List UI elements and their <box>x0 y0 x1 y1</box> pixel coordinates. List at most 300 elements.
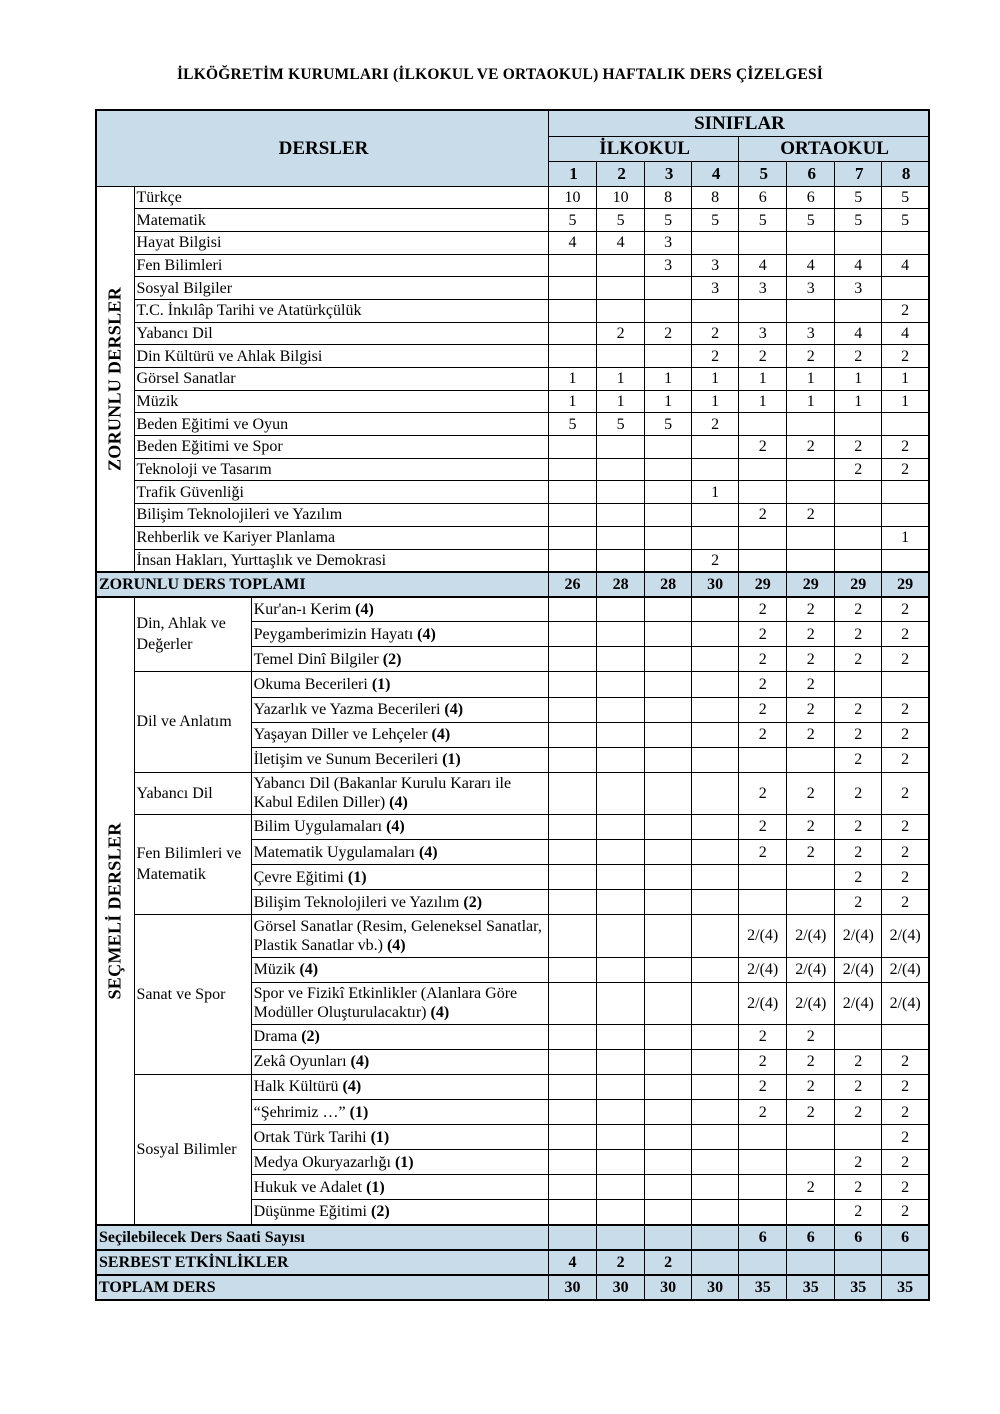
grade-value <box>597 747 645 772</box>
compulsory-course-row <box>96 322 929 345</box>
grade-value: 2 <box>882 597 929 622</box>
grade-value <box>549 1100 597 1125</box>
elective-course-name <box>251 1024 548 1049</box>
grade-value <box>597 597 645 622</box>
summary-value: 4 <box>549 1250 597 1275</box>
grade-value <box>787 299 835 322</box>
summary-value: 35 <box>882 1275 929 1300</box>
grade-value: 2/(4) <box>835 982 882 1024</box>
grade-value <box>692 672 739 698</box>
compulsory-course-row <box>96 277 929 300</box>
grade-value <box>645 1074 692 1100</box>
grade-value <box>645 915 692 958</box>
grade-value: 2 <box>835 814 882 840</box>
course-name: Trafik Güvenliği <box>134 481 548 504</box>
grade-value <box>692 840 739 865</box>
grade-value <box>645 1125 692 1150</box>
grade-value: 2 <box>882 697 929 722</box>
grade-value: 1 <box>645 368 692 391</box>
grade-value: 2 <box>787 697 835 722</box>
grade-value <box>549 814 597 840</box>
grade-value: 2 <box>597 322 645 345</box>
grade-value <box>787 1150 835 1175</box>
course-name: Yabancı Dil <box>134 322 548 345</box>
elective-course-title: İletişim ve Sunum Becerileri <box>253 751 443 769</box>
summary-value <box>739 1250 787 1275</box>
elective-course-name <box>251 1175 548 1200</box>
grade-value <box>549 672 597 698</box>
grade-value <box>597 1125 645 1150</box>
summary-row <box>96 1250 929 1275</box>
grade-value <box>787 747 835 772</box>
grade-value <box>692 1200 739 1225</box>
grade-value <box>692 622 739 647</box>
grade-value: 2 <box>739 504 787 527</box>
grade-value: 2 <box>692 549 739 572</box>
grade-value: 5 <box>882 186 929 209</box>
grade-value: 2 <box>882 814 929 840</box>
grade-value: 1 <box>597 368 645 391</box>
grade-value: 1 <box>882 526 929 549</box>
grade-value: 2 <box>882 840 929 865</box>
elective-course-hours: (4) <box>430 1004 450 1022</box>
grade-value <box>549 549 597 572</box>
compulsory-course-row <box>96 209 929 232</box>
elective-course-name <box>251 622 548 647</box>
elective-course-name <box>251 747 548 772</box>
course-name: Beden Eğitimi ve Oyun <box>134 413 548 436</box>
elective-course-row <box>96 672 929 698</box>
summary-value: 30 <box>597 1275 645 1300</box>
grade-value <box>692 1049 739 1074</box>
course-name: Sosyal Bilgiler <box>134 277 548 300</box>
grade-value: 2 <box>787 840 835 865</box>
grade-value: 2/(4) <box>739 982 787 1024</box>
elective-course-hours: (4) <box>299 961 319 979</box>
summary-value <box>549 1225 597 1250</box>
grade-value: 2/(4) <box>787 982 835 1024</box>
grade-value: 2/(4) <box>882 982 929 1024</box>
grade-value: 5 <box>787 209 835 232</box>
compulsory-total-value: 28 <box>597 572 645 597</box>
grade-value <box>549 722 597 747</box>
summary-label: SERBEST ETKİNLİKLER <box>96 1250 549 1275</box>
grade-value: 2 <box>739 697 787 722</box>
page-title: İLKÖĞRETİM KURUMLARI (İLKOKUL VE ORTAOKUL) HAFTALIK DERS ÇİZELGESİ <box>176 66 824 83</box>
grade-value <box>645 672 692 698</box>
grade-value: 3 <box>692 254 739 277</box>
elective-group-label: Yabancı Dil <box>134 772 251 814</box>
grade-value <box>692 890 739 915</box>
compulsory-course-row <box>96 186 929 209</box>
grade-value <box>597 772 645 814</box>
course-name: Din Kültürü ve Ahlak Bilgisi <box>134 345 548 368</box>
grade-value: 1 <box>835 390 882 413</box>
elective-course-hours: (4) <box>417 625 436 643</box>
grade-value <box>692 772 739 814</box>
elective-course-hours: (4) <box>386 818 405 836</box>
grade-header: 7 <box>835 161 882 186</box>
summary-label: TOPLAM DERS <box>96 1275 549 1300</box>
grade-value: 5 <box>835 186 882 209</box>
grade-value <box>597 672 645 698</box>
grade-value: 2 <box>787 1049 835 1074</box>
grade-value <box>549 299 597 322</box>
grade-value <box>739 299 787 322</box>
grade-value <box>597 1074 645 1100</box>
grade-value <box>692 697 739 722</box>
grade-value <box>645 504 692 527</box>
grade-value: 4 <box>835 254 882 277</box>
summary-value <box>835 1250 882 1275</box>
elective-course-name <box>251 957 548 982</box>
course-name: Teknoloji ve Tasarım <box>134 458 548 481</box>
elective-course-row <box>96 814 929 840</box>
grade-value: 2 <box>739 814 787 840</box>
grade-value: 1 <box>882 390 929 413</box>
grade-value: 2 <box>882 345 929 368</box>
grade-value: 2 <box>835 647 882 672</box>
grade-value: 1 <box>882 368 929 391</box>
grade-value: 2 <box>882 1150 929 1175</box>
elective-course-hours: (4) <box>355 600 374 618</box>
grade-value <box>645 814 692 840</box>
grade-value <box>739 526 787 549</box>
grade-value <box>597 481 645 504</box>
grade-value <box>835 231 882 254</box>
grade-value <box>549 277 597 300</box>
grade-header: 2 <box>597 161 645 186</box>
grade-value <box>645 458 692 481</box>
grade-value: 1 <box>739 390 787 413</box>
grade-value: 2/(4) <box>787 915 835 958</box>
elective-course-title: Spor ve Fizikî Etkinlikler (Alanlara Göre Modüller Oluşturulacaktır) <box>253 985 518 1022</box>
grade-value <box>549 890 597 915</box>
grade-value <box>835 413 882 436</box>
grade-value: 1 <box>692 390 739 413</box>
compulsory-course-row <box>96 345 929 368</box>
grade-value <box>597 890 645 915</box>
grade-value <box>739 1125 787 1150</box>
grade-value: 10 <box>549 186 597 209</box>
grade-value: 2 <box>835 697 882 722</box>
grade-value <box>549 1200 597 1225</box>
compulsory-total-value: 29 <box>739 572 787 597</box>
grade-value <box>549 647 597 672</box>
grade-value <box>597 254 645 277</box>
compulsory-total-value: 29 <box>882 572 929 597</box>
grade-value <box>645 747 692 772</box>
grade-value <box>549 747 597 772</box>
summary-value <box>692 1250 739 1275</box>
grade-value <box>692 865 739 890</box>
grade-value <box>645 1200 692 1225</box>
grade-value <box>597 722 645 747</box>
grade-value <box>787 1125 835 1150</box>
elective-course-title: Kur'an-ı Kerim <box>253 600 356 618</box>
header-siniflar: SINIFLAR <box>549 110 930 136</box>
elective-course-hours: (1) <box>370 1128 390 1146</box>
compulsory-course-row <box>96 368 929 391</box>
elective-group-label: Sanat ve Spor <box>134 915 251 1075</box>
grade-value <box>597 1150 645 1175</box>
grade-value <box>645 1049 692 1074</box>
elective-course-name <box>251 772 548 814</box>
grade-value <box>787 1200 835 1225</box>
compulsory-total-label: ZORUNLU DERS TOPLAMI <box>96 572 549 597</box>
summary-value <box>692 1225 739 1250</box>
grade-value <box>549 458 597 481</box>
elective-course-title: Okuma Becerileri <box>253 675 372 693</box>
grade-value <box>692 957 739 982</box>
grade-value <box>597 697 645 722</box>
grade-value <box>835 1125 882 1150</box>
elective-course-name <box>251 1125 548 1150</box>
grade-value <box>549 1150 597 1175</box>
grade-value: 2 <box>692 345 739 368</box>
grade-value: 2 <box>739 647 787 672</box>
grade-value <box>645 1024 692 1049</box>
grade-value <box>597 840 645 865</box>
grade-value <box>739 890 787 915</box>
summary-value: 35 <box>739 1275 787 1300</box>
grade-value <box>739 865 787 890</box>
summary-value: 30 <box>645 1275 692 1300</box>
course-name: Fen Bilimleri <box>134 254 548 277</box>
grade-header: 6 <box>787 161 835 186</box>
grade-value: 1 <box>739 368 787 391</box>
summary-value: 30 <box>549 1275 597 1300</box>
grade-value <box>645 526 692 549</box>
elective-course-hours: (2) <box>382 650 402 668</box>
grade-value <box>645 865 692 890</box>
grade-value <box>882 277 929 300</box>
elective-course-title: Bilim Uygulamaları <box>253 818 387 836</box>
grade-value: 2 <box>645 322 692 345</box>
compulsory-total-value: 28 <box>645 572 692 597</box>
grade-value: 8 <box>645 186 692 209</box>
elective-group-label: Sosyal Bilimler <box>134 1074 251 1225</box>
grade-value <box>835 526 882 549</box>
course-name: Beden Eğitimi ve Spor <box>134 436 548 459</box>
elective-course-title: Halk Kültürü <box>253 1078 343 1096</box>
grade-value: 1 <box>835 368 882 391</box>
grade-value: 4 <box>597 231 645 254</box>
course-name: Matematik <box>134 209 548 232</box>
grade-value <box>597 982 645 1024</box>
grade-value <box>549 772 597 814</box>
grade-value <box>692 1175 739 1200</box>
grade-value <box>597 549 645 572</box>
grade-value: 4 <box>835 322 882 345</box>
elective-course-row <box>96 915 929 958</box>
grade-value: 2 <box>692 413 739 436</box>
elective-course-title: Görsel Sanatlar (Resim, Geleneksel Sanatlar, Plastik Sanatlar vb.) <box>253 917 542 954</box>
grade-value <box>645 436 692 459</box>
summary-value: 30 <box>692 1275 739 1300</box>
grade-value <box>882 231 929 254</box>
elective-course-hours: (1) <box>347 868 367 886</box>
grade-value <box>645 481 692 504</box>
grade-value: 2 <box>835 622 882 647</box>
grade-value <box>692 1100 739 1125</box>
compulsory-course-row <box>96 458 929 481</box>
elective-course-name <box>251 814 548 840</box>
grade-value <box>645 622 692 647</box>
grade-value <box>882 672 929 698</box>
elective-course-row <box>96 772 929 814</box>
grade-value <box>645 345 692 368</box>
grade-value <box>597 1175 645 1200</box>
grade-value: 2 <box>739 840 787 865</box>
summary-label: Seçilebilecek Ders Saati Sayısı <box>96 1225 549 1250</box>
grade-value <box>692 526 739 549</box>
grade-value: 2 <box>835 1175 882 1200</box>
grade-value: 2 <box>692 322 739 345</box>
compulsory-course-row <box>96 481 929 504</box>
grade-value: 2 <box>739 1049 787 1074</box>
grade-value: 2 <box>739 1100 787 1125</box>
grade-value <box>835 1024 882 1049</box>
compulsory-total-row <box>96 572 929 597</box>
grade-value: 2 <box>882 1125 929 1150</box>
grade-value: 2 <box>787 814 835 840</box>
compulsory-course-row <box>96 413 929 436</box>
grade-value <box>597 277 645 300</box>
grade-value: 3 <box>645 231 692 254</box>
grade-value: 2 <box>882 299 929 322</box>
grade-value: 2 <box>787 722 835 747</box>
grade-value <box>692 982 739 1024</box>
elective-course-hours: (2) <box>463 893 483 911</box>
grade-value: 2 <box>835 865 882 890</box>
elective-course-name <box>251 982 548 1024</box>
elective-course-title: Düşünme Eğitimi <box>253 1203 371 1221</box>
header-dersler: DERSLER <box>96 110 549 186</box>
grade-value: 5 <box>549 413 597 436</box>
summary-row <box>96 1275 929 1300</box>
grade-value <box>549 322 597 345</box>
grade-value: 1 <box>549 390 597 413</box>
grade-header: 3 <box>645 161 692 186</box>
grade-value: 2 <box>882 865 929 890</box>
grade-value: 2 <box>882 436 929 459</box>
grade-value: 2/(4) <box>739 957 787 982</box>
grade-value: 2 <box>787 1100 835 1125</box>
elective-course-title: Hukuk ve Adalet <box>253 1178 367 1196</box>
summary-value <box>645 1225 692 1250</box>
compulsory-total-value: 26 <box>549 572 597 597</box>
grade-value <box>739 747 787 772</box>
grade-value: 2 <box>882 458 929 481</box>
grade-value <box>692 1150 739 1175</box>
grade-value <box>549 526 597 549</box>
elective-course-title: Yazarlık ve Yazma Becerileri <box>253 701 445 719</box>
elective-group-label: Din, Ahlak ve Değerler <box>134 597 251 672</box>
grade-value: 2 <box>739 436 787 459</box>
course-name: Görsel Sanatlar <box>134 368 548 391</box>
grade-value: 1 <box>787 368 835 391</box>
grade-value <box>645 697 692 722</box>
grade-value <box>692 647 739 672</box>
compulsory-total-value: 29 <box>787 572 835 597</box>
elective-course-title: Drama <box>253 1028 302 1046</box>
grade-value: 3 <box>787 277 835 300</box>
compulsory-course-row <box>96 254 929 277</box>
grade-value: 3 <box>645 254 692 277</box>
grade-value <box>597 1200 645 1225</box>
compulsory-section-text: ZORUNLU DERSLER <box>104 286 125 471</box>
grade-value: 2 <box>882 647 929 672</box>
grade-value: 2 <box>882 1175 929 1200</box>
elective-course-title: Peygamberimizin Hayatı <box>253 625 418 643</box>
grade-value <box>692 722 739 747</box>
grade-value <box>692 458 739 481</box>
elective-course-name <box>251 915 548 958</box>
header-row-siniflar <box>96 110 929 136</box>
elective-course-name <box>251 890 548 915</box>
grade-value <box>549 622 597 647</box>
course-name: İnsan Hakları, Yurttaşlık ve Demokrasi <box>134 549 548 572</box>
grade-value: 1 <box>645 390 692 413</box>
grade-value: 2 <box>835 722 882 747</box>
grade-value <box>597 345 645 368</box>
grade-value: 2/(4) <box>882 915 929 958</box>
grade-value: 2 <box>787 647 835 672</box>
compulsory-total-value: 29 <box>835 572 882 597</box>
grade-value <box>549 840 597 865</box>
compulsory-course-row <box>96 504 929 527</box>
header-ilkokul: İLKOKUL <box>549 136 739 161</box>
grade-value <box>549 436 597 459</box>
grade-value: 2 <box>787 504 835 527</box>
grade-header: 4 <box>692 161 739 186</box>
grade-value <box>692 1024 739 1049</box>
grade-value <box>882 549 929 572</box>
grade-value <box>549 1175 597 1200</box>
grade-value: 2/(4) <box>739 915 787 958</box>
grade-value: 2 <box>835 840 882 865</box>
grade-value <box>739 231 787 254</box>
grade-value: 6 <box>787 186 835 209</box>
grade-value: 2 <box>882 722 929 747</box>
elective-section-text: SEÇMELİ DERSLER <box>104 822 125 1000</box>
grade-value: 5 <box>835 209 882 232</box>
grade-value <box>549 865 597 890</box>
grade-value: 5 <box>692 209 739 232</box>
grade-value: 5 <box>645 209 692 232</box>
grade-value: 4 <box>882 322 929 345</box>
grade-value <box>787 231 835 254</box>
grade-value <box>597 915 645 958</box>
grade-value <box>882 504 929 527</box>
grade-value <box>692 299 739 322</box>
compulsory-total-value: 30 <box>692 572 739 597</box>
grade-value <box>787 481 835 504</box>
grade-value <box>882 1024 929 1049</box>
elective-course-hours: (2) <box>301 1028 320 1046</box>
grade-value: 2 <box>835 772 882 814</box>
grade-value <box>549 957 597 982</box>
grade-value: 2 <box>835 345 882 368</box>
compulsory-course-row <box>96 549 929 572</box>
grade-value <box>739 413 787 436</box>
grade-value: 2 <box>787 672 835 698</box>
elective-course-row <box>96 597 929 622</box>
grade-value <box>692 504 739 527</box>
elective-section-label <box>96 597 134 1225</box>
grade-value: 2 <box>835 1074 882 1100</box>
